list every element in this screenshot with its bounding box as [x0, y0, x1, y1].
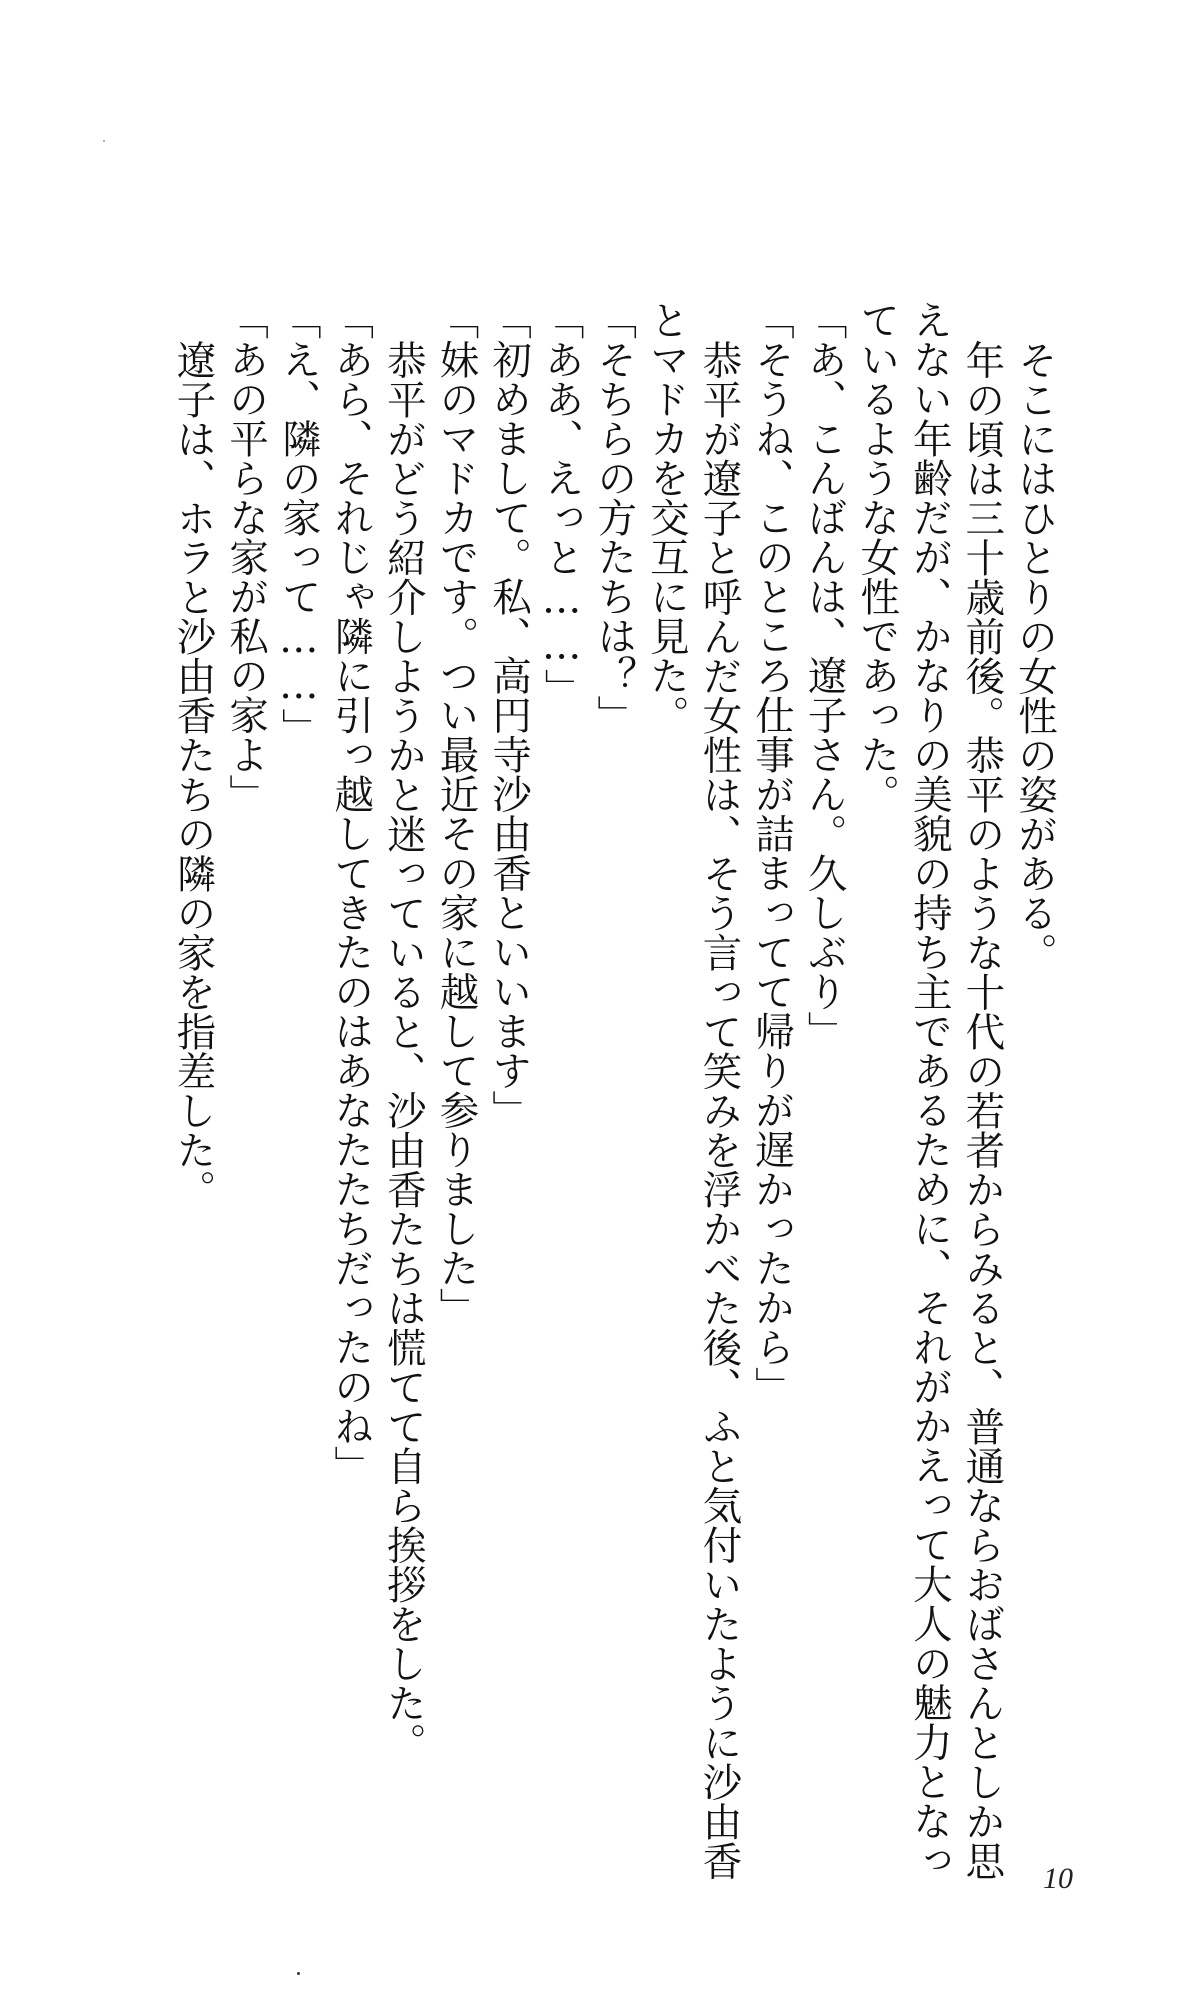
- scan-speck: [297, 1972, 300, 1975]
- text-line: 「ああ、えっと……」: [538, 300, 585, 708]
- text-line: そこにはひとりの女性の姿がある。: [1012, 339, 1058, 972]
- text-line: 「あの平らな家が私の家よ」: [223, 300, 270, 814]
- text-line: 「え、隣の家って……」: [275, 300, 322, 748]
- text-line: 「妹のマドカです。つい最近その家に越して参りました」: [433, 300, 480, 1327]
- text-line: 「そちらの方たちは？」: [591, 300, 638, 735]
- text-line: 遼子は、ホラと沙由香たちの隣の家を指差した。: [170, 339, 217, 1209]
- text-line: えない年齢だが、かなりの美貌の持ち主であるために、それがかえって大人の魅力となっ: [906, 300, 953, 1880]
- vertical-text-body: [167, 300, 1061, 1880]
- text-line: 年の頃は三十歳前後。恭平のような十代の若者からみると、普通ならおばさんとしか思: [959, 339, 1006, 1880]
- text-line: とマドカを交互に見た。: [643, 300, 690, 735]
- text-line: 「あら、それじゃ隣に引っ越してきたのはあなたたちだったのね」: [328, 300, 375, 1485]
- text-line: 「初めまして。私、高円寺沙由香といいます」: [486, 300, 533, 1130]
- scan-speck: [103, 140, 105, 142]
- text-line: 「あ、こんばんは、遼子さん。久しぶり」: [801, 300, 848, 1051]
- page-number: 10: [1043, 1862, 1073, 1895]
- text-line: ているような女性であった。: [854, 300, 901, 814]
- text-line: 恭平がどう紹介しようかと迷っていると、沙由香たちは慌てて自ら挨拶をした。: [380, 339, 427, 1762]
- text-line: 「そうね、このところ仕事が詰まってて帰りが遅かったから」: [749, 300, 796, 1406]
- text-line: 恭平が遼子と呼んだ女性は、そう言って笑みを浮かべた後、ふと気付いたように沙由香: [696, 339, 743, 1880]
